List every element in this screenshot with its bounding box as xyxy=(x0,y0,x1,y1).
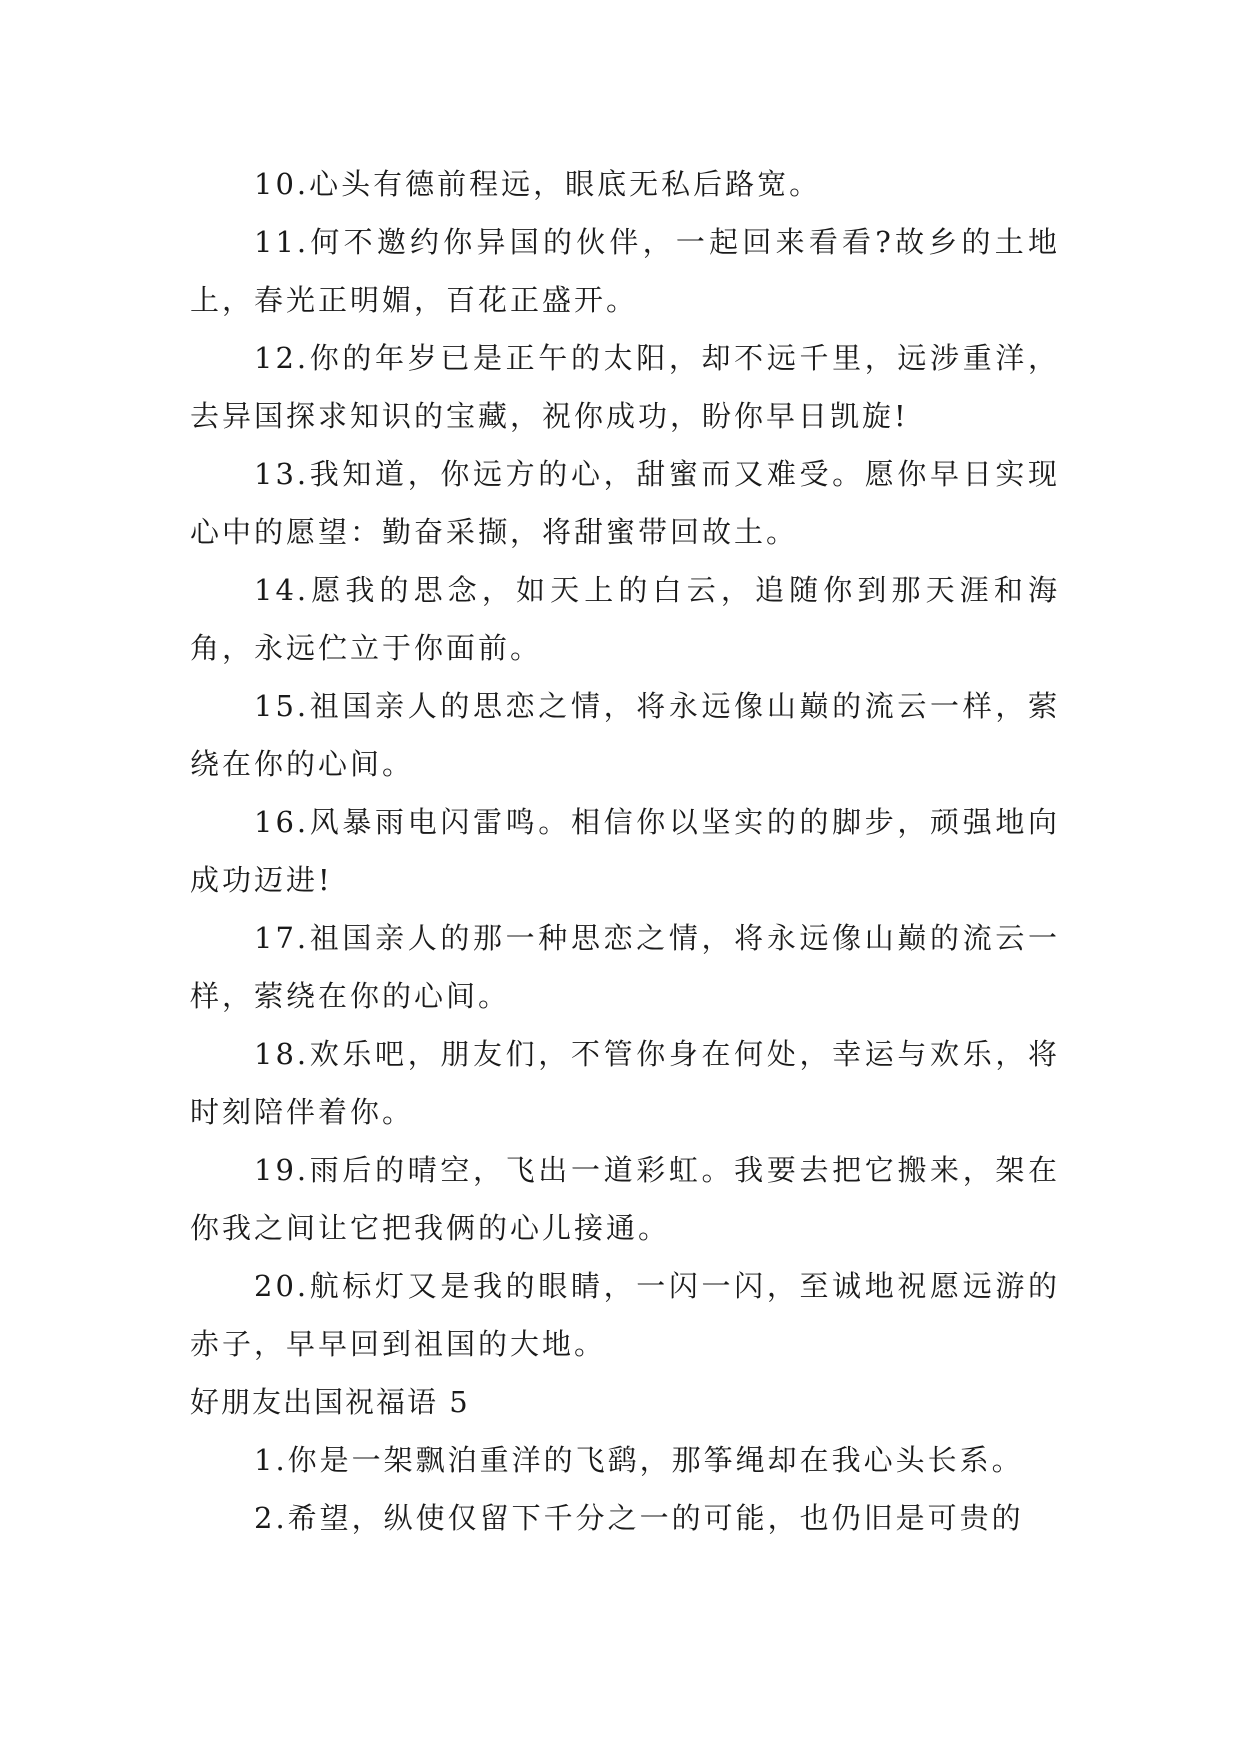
paragraph-20: 20.航标灯又是我的眼睛，一闪一闪，至诚地祝愿远游的赤子，早早回到祖国的大地。 xyxy=(190,1269,1060,1361)
paragraph-16: 16.风暴雨电闪雷鸣。相信你以坚实的的脚步，顽强地向成功迈进! xyxy=(190,805,1060,897)
paragraph-17: 17.祖国亲人的那一种思恋之情，将永远像山巅的流云一样，萦绕在你的心间。 xyxy=(190,921,1060,1013)
paragraph-1: 1.你是一架飘泊重洋的飞鹞，那筝绳却在我心头长系。 xyxy=(254,1443,1024,1477)
paragraph-15: 15.祖国亲人的思恋之情，将永远像山巅的流云一样，萦绕在你的心间。 xyxy=(190,689,1060,781)
paragraph-18: 18.欢乐吧，朋友们，不管你身在何处，幸运与欢乐，将时刻陪伴着你。 xyxy=(190,1037,1060,1129)
paragraph-13: 13.我知道，你远方的心，甜蜜而又难受。愿你早日实现心中的愿望：勤奋采撷，将甜蜜带回故土。 xyxy=(190,457,1060,549)
paragraph-12: 12.你的年岁已是正午的太阳，却不远千里，远涉重洋，去异国探求知识的宝藏，祝你成功，盼你早日凯旋! xyxy=(190,341,1060,433)
paragraph-14: 14.愿我的思念，如天上的白云，追随你到那天涯和海角，永远伫立于你面前。 xyxy=(190,573,1060,665)
section-heading: 好朋友出国祝福语 5 xyxy=(190,1385,470,1419)
paragraph-19: 19.雨后的晴空，飞出一道彩虹。我要去把它搬来，架在你我之间让它把我俩的心儿接通。 xyxy=(190,1153,1060,1245)
paragraph-2: 2.希望，纵使仅留下千分之一的可能，也仍旧是可贵的 xyxy=(254,1501,1024,1535)
paragraph-11: 11.何不邀约你异国的伙伴，一起回来看看?故乡的土地上，春光正明媚，百花正盛开。 xyxy=(190,225,1060,317)
paragraph-10: 10.心头有德前程远，眼底无私后路宽。 xyxy=(254,167,822,201)
document-body xyxy=(190,155,1060,1547)
